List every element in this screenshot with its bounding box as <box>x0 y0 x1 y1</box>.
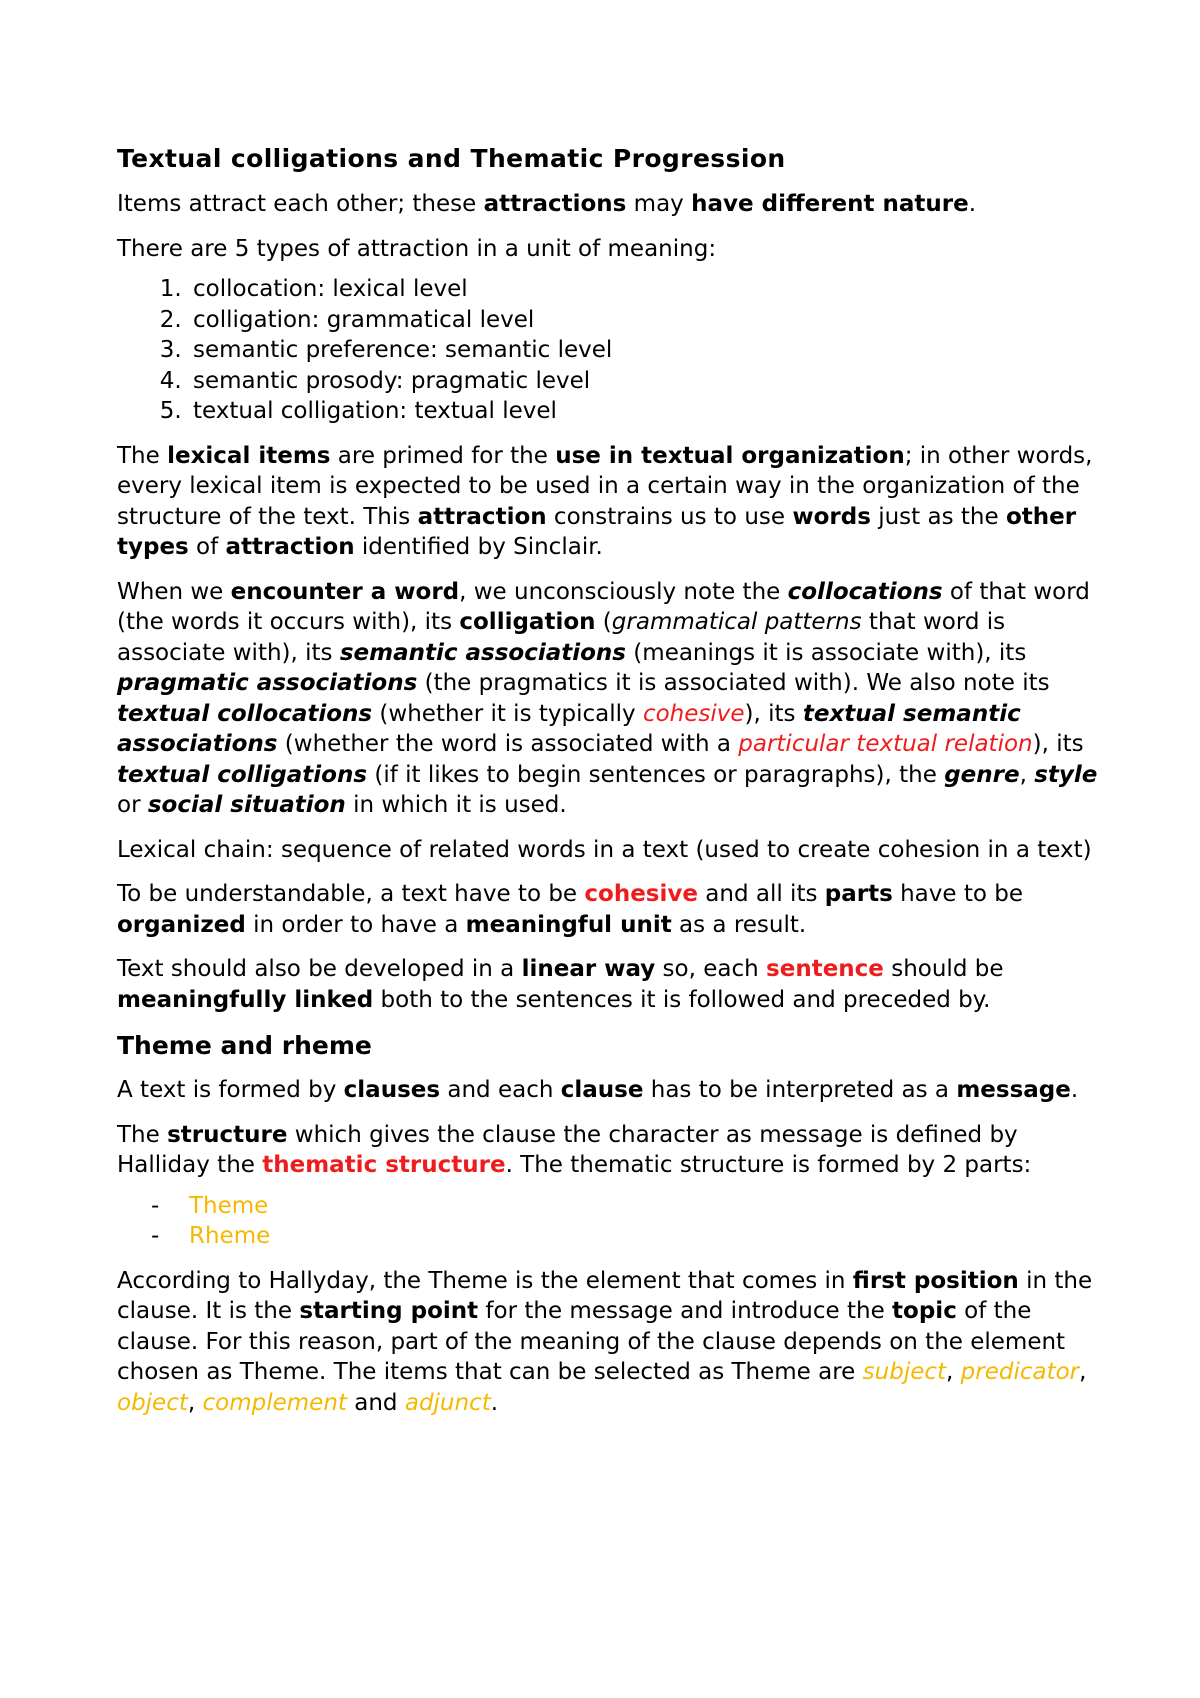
paragraph <box>117 441 1100 563</box>
paragraph <box>117 1120 1100 1181</box>
text-run: subject <box>862 1359 947 1385</box>
text-run: structure <box>167 1121 288 1148</box>
text-run: words <box>792 503 871 530</box>
text-run: should be <box>883 956 1004 982</box>
text-run: which gives the clause the character as message is defined by Halliday the <box>117 1121 1018 1178</box>
text-run: social situation <box>147 792 346 818</box>
text-run: (whether it is typically <box>372 700 643 727</box>
text-run: clauses <box>343 1077 441 1103</box>
text-run: predicator <box>960 1359 1080 1385</box>
document-title: Textual colligations and Thematic Progression <box>117 144 786 173</box>
text-run: , <box>187 1389 203 1416</box>
text-run: has to be interpreted as a <box>643 1077 957 1103</box>
list-item: 1. collocation: lexical level <box>189 274 1100 305</box>
text-run: , we unconsciously note the <box>459 578 788 605</box>
text-run: identified by Sinclair. <box>354 534 603 560</box>
text-run: There are 5 types of attraction in a unit of meaning: <box>117 235 717 262</box>
text-run: Items attract each other; these <box>117 191 484 217</box>
text-run: first position <box>852 1267 1019 1294</box>
text-run: complement <box>202 1389 347 1416</box>
text-run: both to the sentences it is followed and preceded by. <box>373 986 991 1013</box>
paragraph <box>117 1266 1100 1419</box>
section-heading: Theme and rheme <box>117 1031 372 1060</box>
text-run: The <box>117 1121 168 1148</box>
text-run: and each <box>440 1077 561 1103</box>
text-run: (whether the word is associated with a <box>277 731 739 757</box>
text-run: are primed for the <box>330 442 556 469</box>
text-run: organized <box>117 911 246 938</box>
text-run: . <box>490 1389 499 1416</box>
text-run: Text should also be developed in a <box>117 956 522 982</box>
text-run: have different nature <box>691 191 969 217</box>
text-run: Lexical chain: sequence of related words in a text (used to create cohesion in a text) <box>117 836 1092 863</box>
paragraph <box>117 835 1100 866</box>
text-run: The <box>117 442 168 469</box>
text-run: ; in other words, every lexical item is expected to be used in a certain way in the organization of the structure of the text. This <box>117 442 1093 530</box>
text-run: textual collocations <box>117 700 373 727</box>
text-run: just as the <box>870 503 1006 530</box>
text-run: ( <box>595 609 612 635</box>
text-run: textual semantic associations <box>117 700 1021 757</box>
text-run: genre <box>944 761 1020 788</box>
text-run: constrains us to use <box>546 503 793 530</box>
text-run: To be understandable, a text have to be <box>117 881 585 907</box>
list-item: 2. colligation: grammatical level <box>189 305 1100 336</box>
text-run: encounter a word <box>230 578 460 605</box>
text-run: cohesive <box>584 881 698 907</box>
text-run: attraction <box>417 503 547 530</box>
text-run: or <box>117 792 148 818</box>
numbered-list <box>117 274 1100 427</box>
paragraph <box>117 1075 1100 1106</box>
paragraph <box>117 189 1100 220</box>
text-run: so, each <box>655 956 767 982</box>
text-run: . <box>968 191 977 217</box>
text-run: of the clause. For this reason, part of the meaning of the clause depends on the element chosen as Theme. The items that can be selected as Theme are <box>117 1298 1066 1385</box>
text-run: ), its <box>744 700 803 727</box>
list-item <box>151 1221 1100 1252</box>
text-run: topic <box>892 1298 957 1324</box>
text-run: clause <box>560 1077 644 1103</box>
text-run: A text is formed by <box>117 1077 344 1103</box>
text-run: thematic structure <box>262 1152 506 1178</box>
text-run: (the pragmatics it is associated with). We also note its <box>417 670 1050 696</box>
text-run: . The thematic structure is formed by 2 parts: <box>505 1152 1032 1178</box>
text-run: of that word (the words it occurs with), its <box>117 578 1090 635</box>
text-run: in the clause. It is the <box>117 1267 1093 1324</box>
list-item: 4. semantic prosody: pragmatic level <box>189 366 1100 397</box>
paragraph <box>117 234 1100 265</box>
paragraph <box>117 879 1100 940</box>
text-run: sentence <box>766 956 884 982</box>
text-run: collocations <box>787 578 943 605</box>
text-run: parts <box>824 881 893 907</box>
text-run: use in textual organization <box>555 442 905 469</box>
text-run: Rheme <box>189 1223 271 1249</box>
text-run: and <box>346 1389 405 1416</box>
text-run: . <box>1070 1077 1079 1103</box>
text-run: in order to have a <box>245 911 466 938</box>
text-run: that word is associate with), its <box>117 609 1006 666</box>
text-run: as a result. <box>671 911 807 938</box>
text-run: , <box>1079 1359 1087 1385</box>
text-run: attractions <box>483 191 627 217</box>
text-run: pragmatic associations <box>117 670 418 696</box>
text-run: have to be <box>892 881 1023 907</box>
paragraph <box>117 954 1100 1015</box>
text-run: attraction <box>225 534 355 560</box>
text-run: (meanings it is associate with), its <box>626 639 1027 666</box>
list-item: 3. semantic preference: semantic level <box>189 335 1100 366</box>
dash-list <box>117 1191 1100 1252</box>
text-run: for the message and introduce the <box>478 1298 893 1324</box>
text-run: semantic associations <box>339 639 626 666</box>
text-run: meaningfully linked <box>117 986 374 1013</box>
text-run: (if it likes to begin sentences or paragraphs), the <box>367 761 945 788</box>
text-run: textual colligations <box>117 761 368 788</box>
text-run: other types <box>117 503 1077 560</box>
text-run: and all its <box>697 881 825 907</box>
text-run: starting point <box>299 1298 479 1324</box>
text-run: of <box>188 534 226 560</box>
text-run: lexical items <box>167 442 331 469</box>
text-run: Theme <box>189 1192 269 1219</box>
text-run: linear way <box>521 956 656 982</box>
text-run: message <box>956 1077 1071 1103</box>
text-run: When we <box>117 578 231 605</box>
text-run: meaningful unit <box>465 911 672 938</box>
text-run: object <box>117 1389 188 1416</box>
document-body <box>117 189 1100 1418</box>
text-run: style <box>1034 761 1098 788</box>
text-run: , <box>1019 761 1035 788</box>
text-run: in which it is used. <box>345 792 567 818</box>
text-run: particular textual relation <box>738 731 1033 757</box>
text-run: cohesive <box>642 700 745 727</box>
text-run: ), its <box>1032 731 1084 757</box>
text-run: According to Hallyday, the Theme is the element that comes in <box>117 1267 853 1294</box>
text-run: grammatical patterns <box>611 609 862 635</box>
list-item: 5. textual colligation: textual level <box>189 396 1100 427</box>
text-run: colligation <box>459 609 596 635</box>
text-run: adjunct <box>404 1389 491 1416</box>
paragraph <box>117 577 1100 821</box>
list-item <box>151 1191 1100 1222</box>
text-run: may <box>626 191 692 217</box>
text-run: , <box>946 1359 961 1385</box>
